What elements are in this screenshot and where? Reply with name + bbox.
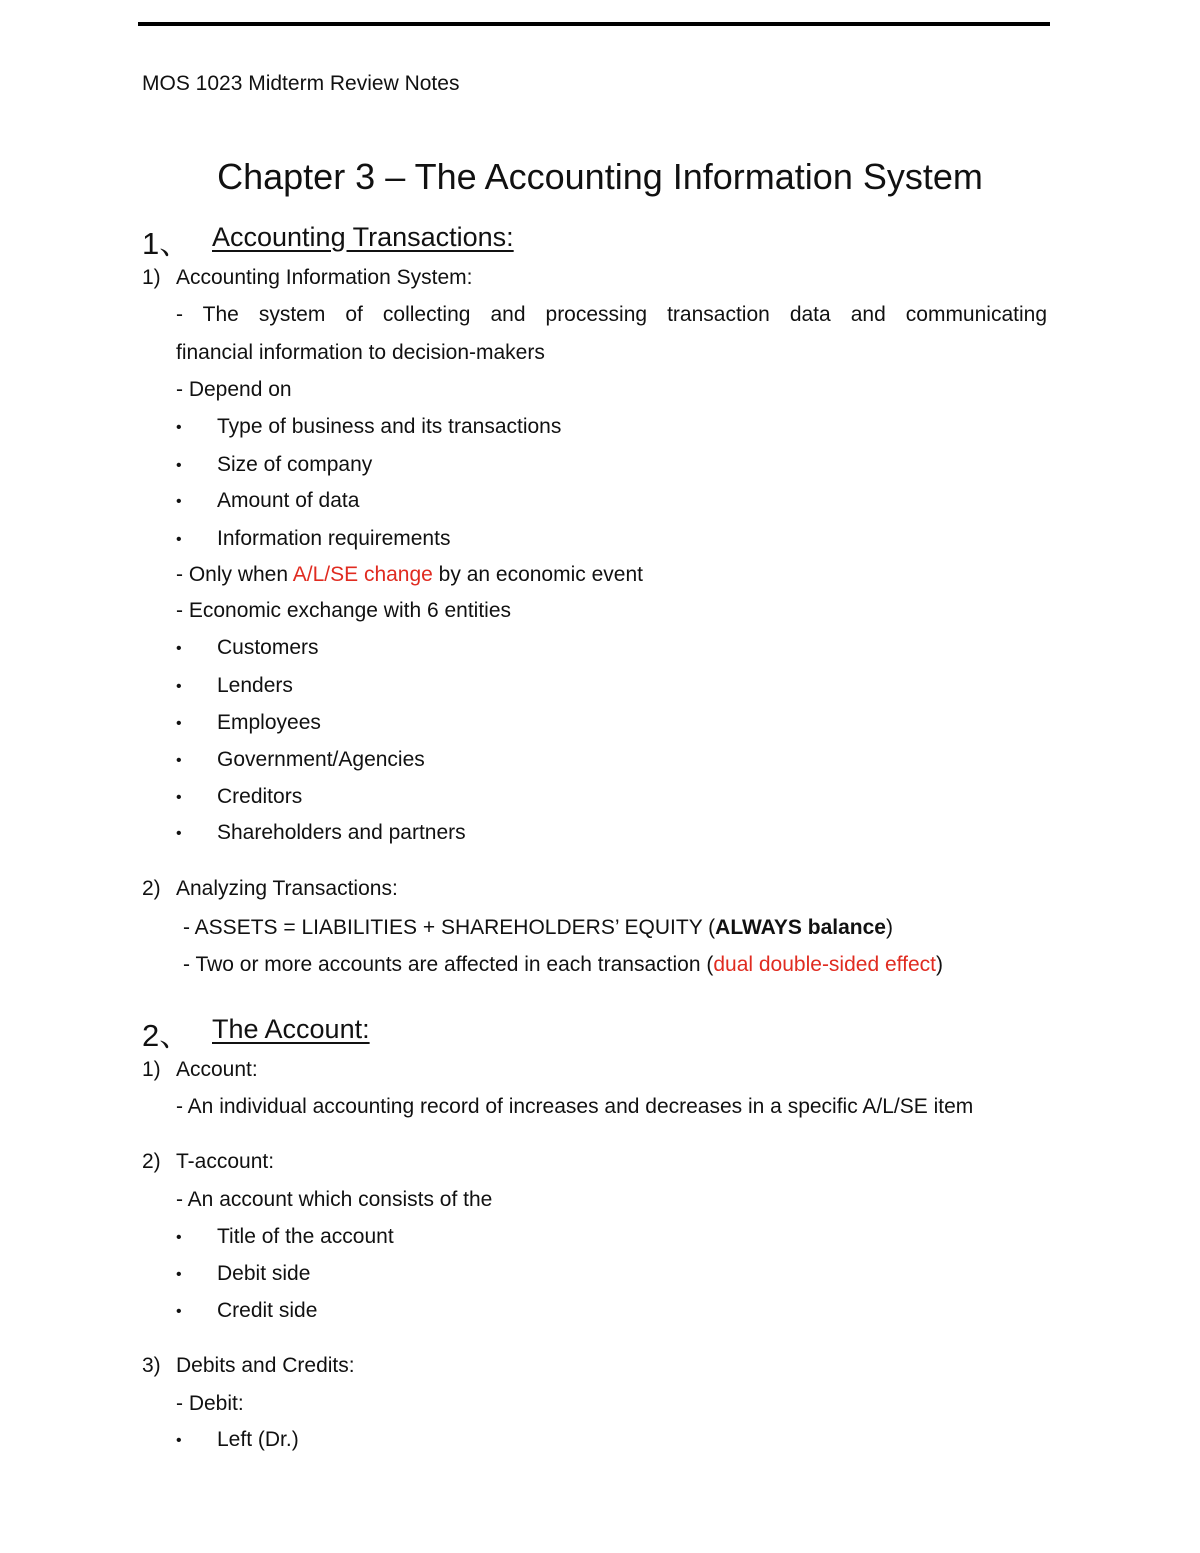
ais-definition-line-2: financial information to decision-makers: [176, 341, 545, 364]
debit-line: - Debit:: [176, 1392, 244, 1415]
depend-bullet: Amount of data: [217, 489, 360, 512]
t-account-bullet: Title of the account: [217, 1225, 394, 1248]
item-2-3-number: 3): [142, 1354, 161, 1377]
depend-bullet: Type of business and its transactions: [217, 415, 562, 438]
item-1-1-label: Accounting Information System:: [176, 266, 473, 289]
item-2-2-label: T-account:: [176, 1150, 275, 1173]
bullet-icon: •: [176, 1432, 182, 1449]
highlight-text: dual double-sided effect: [713, 953, 936, 976]
bold-text: ALWAYS balance: [715, 916, 886, 939]
entity-bullet: Shareholders and partners: [217, 821, 466, 844]
bullet-icon: •: [176, 457, 182, 474]
bullet-icon: •: [176, 825, 182, 842]
bullet-icon: •: [176, 678, 182, 695]
account-definition: - An individual accounting record of increases and decreases in a specific A/L/SE item: [176, 1095, 974, 1118]
item-2-1-number: 1): [142, 1058, 161, 1081]
economic-exchange-line: - Economic exchange with 6 entities: [176, 599, 512, 622]
item-1-2-number: 2): [142, 877, 161, 900]
depend-bullet: Information requirements: [217, 527, 451, 550]
section-2-heading: The Account:: [212, 1014, 370, 1044]
only-when-line: - Only when A/L/SE change by an economic event: [176, 563, 643, 586]
entity-bullet: Employees: [217, 711, 321, 734]
document-header: MOS 1023 Midterm Review Notes: [142, 72, 460, 95]
t-account-bullet: Credit side: [217, 1299, 318, 1322]
section-1-heading: Accounting Transactions:: [212, 222, 514, 252]
entity-bullet: Creditors: [217, 785, 303, 808]
accounting-equation-line: - ASSETS = LIABILITIES + SHAREHOLDERS’ EQUITY (ALWAYS balance): [183, 916, 893, 939]
t-account-bullet: Debit side: [217, 1262, 311, 1285]
item-2-1-label: Account:: [176, 1058, 258, 1081]
item-2-3-label: Debits and Credits:: [176, 1354, 355, 1377]
section-1-number: 1、: [142, 226, 191, 261]
item-2-2-number: 2): [142, 1150, 161, 1173]
highlight-text: A/L/SE change: [292, 563, 433, 586]
entity-bullet: Government/Agencies: [217, 748, 425, 771]
depend-bullet: Size of company: [217, 453, 373, 476]
section-2-number: 2、: [142, 1018, 191, 1053]
bullet-icon: •: [176, 493, 182, 510]
item-1-1-number: 1): [142, 266, 161, 289]
bullet-icon: •: [176, 715, 182, 732]
bullet-icon: •: [176, 419, 182, 436]
bullet-icon: •: [176, 1229, 182, 1246]
bullet-icon: •: [176, 1303, 182, 1320]
chapter-title: Chapter 3 – The Accounting Information System: [217, 156, 983, 197]
top-rule: [138, 22, 1050, 26]
depend-on-line: - Depend on: [176, 378, 292, 401]
bullet-icon: •: [176, 789, 182, 806]
debit-bullet: Left (Dr.): [217, 1428, 299, 1451]
entity-bullet: Customers: [217, 636, 319, 659]
bullet-icon: •: [176, 531, 182, 548]
bullet-icon: •: [176, 752, 182, 769]
t-account-intro: - An account which consists of the: [176, 1188, 493, 1211]
item-1-2-label: Analyzing Transactions:: [176, 877, 398, 900]
bullet-icon: •: [176, 640, 182, 657]
dual-effect-line: - Two or more accounts are affected in each transaction (dual double-sided effect): [183, 953, 943, 976]
ais-definition-line-1: - The system of collecting and processing transaction data and communicating: [176, 303, 1047, 326]
bullet-icon: •: [176, 1266, 182, 1283]
entity-bullet: Lenders: [217, 674, 293, 697]
